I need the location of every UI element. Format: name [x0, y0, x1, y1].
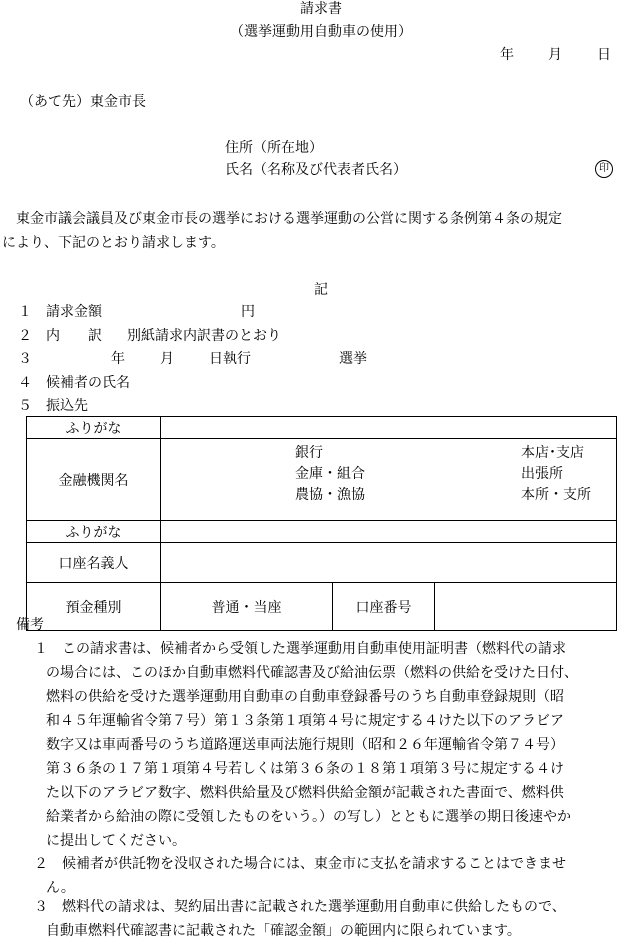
- note3-line: 燃料代の請求は、契約届出書に記載された選挙運動用自動車に供給したもので、: [62, 899, 566, 915]
- note3-number: ３: [34, 899, 48, 915]
- branch-type-shutchosho: 出張所: [521, 465, 563, 482]
- note1-line: 数字又は車両番号のうち道路運送車両法施行規則（昭和２６年運輸省令第７４号）: [46, 737, 564, 753]
- intro-line-2: により、下記のとおり請求します。: [2, 235, 225, 251]
- bank-type-kinko: 金庫・組合: [295, 465, 365, 482]
- ki-heading: 記: [314, 282, 328, 298]
- note1-line: 燃料の供給を受けた選挙運動用自動車の自動車登録番号のうち自動車登録規則（昭: [46, 689, 564, 705]
- note2-number: ２: [34, 856, 48, 872]
- branch-type-honsho: 本所・支所: [521, 486, 591, 503]
- item3-year: 年: [111, 351, 125, 367]
- furigana-label-2: ふりがな: [27, 521, 161, 543]
- item2-number: ２: [18, 328, 32, 344]
- note1-line: た以下のアラビア数字、燃料供給量及び燃料供給金額が記載された書面で、燃料供: [46, 785, 564, 801]
- item3-number: ３: [18, 351, 32, 367]
- note-2: [46, 852, 642, 900]
- branch-type-honten: 本店･支店: [521, 444, 584, 461]
- addressee: （あて先）東金市長: [20, 94, 146, 110]
- table-row: [27, 543, 617, 583]
- item3-day-exec: 日執行: [209, 351, 251, 367]
- name-label: 氏名（名称及び代表者氏名）: [225, 162, 407, 178]
- account-number-label: 口座番号: [333, 583, 435, 631]
- date-month: 月: [548, 47, 562, 63]
- note3-line: 自動車燃料代確認書に記載された「確認金額」の範囲内に限られています。: [46, 923, 521, 939]
- account-holder-value-cell[interactable]: [161, 543, 617, 583]
- item4-label: 候補者の氏名: [46, 375, 130, 391]
- furigana-label: ふりがな: [27, 417, 161, 439]
- note-1: [46, 637, 642, 853]
- document-subtitle: （選挙運動用自動車の使用）: [230, 24, 412, 40]
- note1-line: に提出してください。: [46, 833, 186, 849]
- deposit-type-value[interactable]: 普通・当座: [161, 583, 333, 631]
- deposit-type-label: 預金種別: [27, 583, 161, 631]
- date-year: 年: [500, 47, 514, 63]
- account-number-value-cell[interactable]: [435, 583, 617, 631]
- table-row: [27, 521, 617, 543]
- item3-election: 選挙: [339, 351, 367, 367]
- address-label: 住所（所在地）: [225, 140, 323, 156]
- account-holder-label: 口座名義人: [27, 543, 161, 583]
- note1-line: 給業者から給油の際に受領したものをいう。）の写し）とともに選挙の期日後速やか: [46, 809, 571, 825]
- item1-label: 請求金額: [46, 304, 102, 320]
- note1-line: の場合には、このほか自動車燃料代確認書及び給油伝票（燃料の供給を受けた日付、: [46, 665, 578, 681]
- note2-line: ん。: [46, 880, 75, 896]
- bank-account-table: [26, 416, 617, 631]
- date-day: 日: [597, 47, 611, 63]
- document-title: 請求書: [300, 1, 342, 17]
- item5-label: 振込先: [46, 398, 88, 414]
- institution-value-cell[interactable]: [161, 439, 617, 521]
- intro-line-1: 東金市議会議員及び東金市長の選挙における選挙運動の公営に関する条例第４条の規定: [16, 211, 562, 227]
- table-row: [27, 417, 617, 439]
- table-row: [27, 439, 617, 521]
- item2-value: 別紙請求内訳書のとおり: [127, 328, 281, 344]
- item2-label: 内 訳: [46, 328, 102, 344]
- item1-unit: 円: [241, 304, 255, 320]
- furigana-value-cell-2[interactable]: [161, 521, 617, 543]
- item4-number: ４: [18, 375, 32, 391]
- institution-label: 金融機関名: [27, 439, 161, 521]
- bank-type-bank: 銀行: [295, 444, 323, 461]
- item5-number: ５: [18, 398, 32, 414]
- note1-line: 和４５年運輸省令第７号）第１３条第１項第４号に規定する４けた以下のアラビア: [46, 713, 564, 729]
- item3-month: 月: [160, 351, 174, 367]
- item1-number: １: [18, 304, 32, 320]
- seal-mark: 印: [595, 160, 613, 178]
- bank-type-nokyo: 農協・漁協: [295, 486, 365, 503]
- furigana-value-cell[interactable]: [161, 417, 617, 439]
- note-3: [46, 895, 642, 943]
- note1-line: この請求書は、候補者から受領した選挙運動用自動車使用証明書（燃料代の請求: [62, 641, 566, 657]
- note2-line: 候補者が供託物を没収された場合には、東金市に支払を請求することはできませ: [62, 856, 566, 872]
- table-row: [27, 583, 617, 631]
- remarks-title: 備考: [16, 617, 44, 633]
- note1-number: １: [34, 641, 48, 657]
- note1-line: 第３６条の１７第１項第４号若しくは第３６条の１８第１項第３号に規定する４け: [46, 761, 564, 777]
